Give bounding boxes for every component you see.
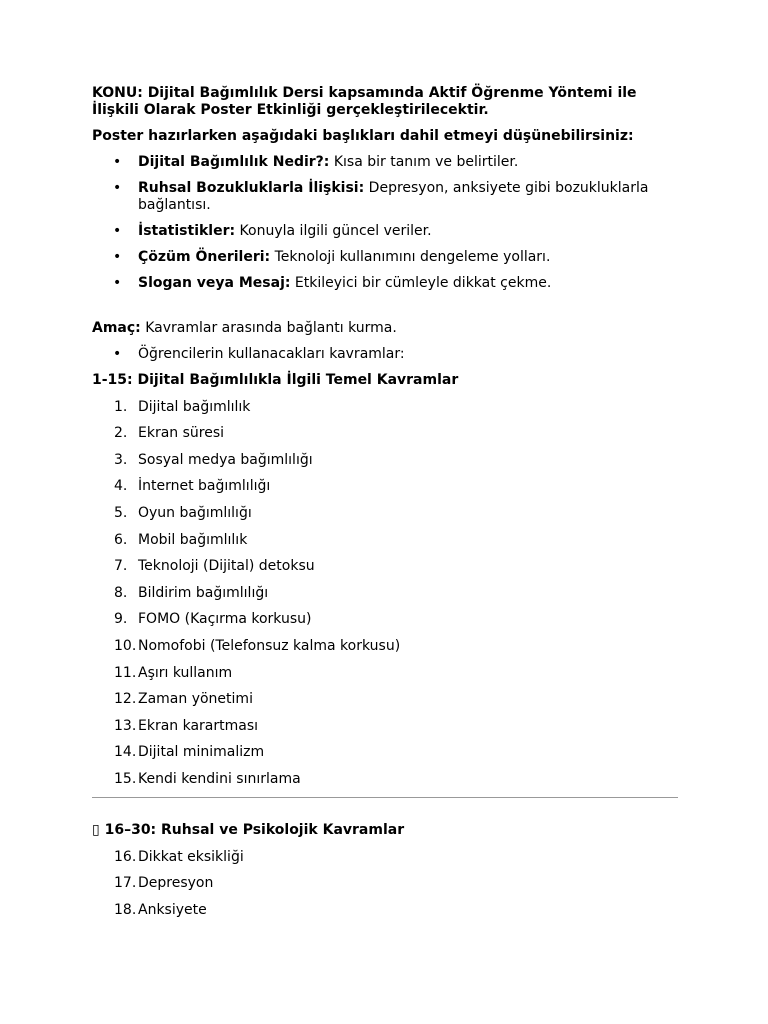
item-text: Bildirim bağımlılığı — [138, 584, 269, 601]
spacer — [92, 292, 678, 320]
item-text: Oyun bağımlılığı — [138, 504, 252, 521]
item-number: 15. — [114, 770, 137, 787]
horizontal-divider — [92, 797, 678, 798]
item-number: 4. — [114, 478, 128, 495]
item-number: 12. — [114, 691, 137, 708]
intro-paragraph: Poster hazırlarken aşağıdaki başlıkları dahil etmeyi düşünebilirsiniz: — [92, 128, 634, 144]
students-note: Öğrencilerin kullanacakları kavramlar: — [138, 346, 405, 362]
item-text: Dijital minimalizm — [138, 744, 265, 761]
list-item — [92, 505, 678, 522]
item-text: Depresyon — [138, 875, 214, 892]
bullet-icon: • — [113, 275, 122, 291]
item-number: 14. — [114, 744, 137, 761]
item-text: Dijital bağımlılık — [138, 398, 251, 415]
list-item — [92, 223, 678, 240]
bullet-icon: • — [113, 223, 122, 239]
list-item — [92, 154, 678, 171]
topic-paragraph — [92, 85, 678, 119]
list-item — [92, 718, 678, 735]
list-item — [92, 691, 678, 708]
item-number: 2. — [114, 425, 128, 442]
list-item — [92, 744, 678, 761]
item-number: 1. — [114, 398, 128, 415]
bullet-icon: • — [113, 180, 122, 196]
item-text: Ekran karartması — [138, 717, 259, 734]
item-title: İstatistikler: — [138, 223, 236, 239]
item-number: 16. — [114, 848, 137, 865]
list-item — [92, 478, 678, 495]
item-desc: Etkileyici bir cümleyle dikkat çekme. — [290, 275, 552, 291]
section2-heading — [92, 822, 678, 839]
item-number: 7. — [114, 558, 128, 575]
item-number: 5. — [114, 504, 128, 521]
students-note-list — [92, 346, 678, 363]
list-item — [92, 249, 678, 266]
list-item — [92, 638, 678, 655]
item-text: Teknoloji (Dijital) detoksu — [138, 558, 315, 575]
item-text: Dikkat eksikliği — [138, 848, 244, 865]
item-title: Ruhsal Bozukluklarla İlişkisi: — [138, 180, 365, 196]
list-item — [92, 611, 678, 628]
list-item — [92, 771, 678, 788]
list-item — [92, 665, 678, 682]
bullet-icon: • — [113, 249, 122, 265]
list-item — [92, 275, 678, 292]
list-item — [92, 452, 678, 469]
item-title: Slogan veya Mesaj: — [138, 275, 291, 291]
list-item — [92, 558, 678, 575]
bullet-icon: • — [113, 346, 122, 362]
item-number: 18. — [114, 901, 137, 918]
list-item — [92, 875, 678, 892]
goal-text: Kavramlar arasında bağlantı kurma. — [140, 320, 397, 336]
list-item — [92, 180, 678, 214]
section2-heading-text: 16–30: Ruhsal ve Psikolojik Kavramlar — [104, 821, 405, 838]
topic-text: Dijital Bağımlılık Dersi kapsamında Aktif Öğrenme Yöntemi ile İlişkili Olarak Poster Etkinliği gerçekleştirilecektir. — [92, 85, 637, 118]
list-item — [92, 585, 678, 602]
item-text: Aşırı kullanım — [138, 664, 233, 681]
item-desc: Kısa bir tanım ve belirtiler. — [329, 154, 519, 170]
list-item — [92, 346, 678, 363]
item-number: 11. — [114, 664, 137, 681]
item-number: 8. — [114, 584, 128, 601]
document-page — [92, 85, 678, 919]
item-number: 3. — [114, 451, 128, 468]
item-number: 10. — [114, 637, 137, 654]
item-desc: Konuyla ilgili güncel veriler. — [235, 223, 432, 239]
item-number: 13. — [114, 717, 137, 734]
list-item — [92, 849, 678, 866]
item-number: 6. — [114, 531, 128, 548]
list-item — [92, 399, 678, 416]
item-desc: Depresyon, anksiyete gibi bozukluklarla bağlantısı. — [138, 180, 649, 213]
section1-heading: 1-15: Dijital Bağımlılıkla İlgili Temel Kavramlar — [92, 372, 459, 388]
list-item — [92, 532, 678, 549]
list-item — [92, 902, 678, 919]
item-title: Dijital Bağımlılık Nedir?: — [138, 154, 330, 170]
goal-paragraph — [92, 320, 678, 337]
poster-topics-list — [92, 154, 678, 292]
item-number: 17. — [114, 875, 137, 892]
goal-label: Amaç: — [92, 320, 141, 336]
item-text: Mobil bağımlılık — [138, 531, 248, 548]
item-text: İnternet bağımlılığı — [138, 478, 271, 495]
item-desc: Teknoloji kullanımını dengeleme yolları. — [270, 249, 551, 265]
item-text: FOMO (Kaçırma korkusu) — [138, 611, 312, 628]
item-text: Nomofobi (Telefonsuz kalma korkusu) — [138, 637, 401, 654]
section2-list — [92, 849, 678, 919]
item-number: 9. — [114, 611, 128, 628]
missing-glyph-icon: ▯ — [92, 821, 100, 838]
item-text: Kendi kendini sınırlama — [138, 770, 301, 787]
item-title: Çözüm Önerileri: — [138, 249, 271, 265]
bullet-icon: • — [113, 154, 122, 170]
section1-list — [92, 399, 678, 788]
item-text: Ekran süresi — [138, 425, 225, 442]
list-item — [92, 425, 678, 442]
topic-label: KONU: — [92, 85, 143, 101]
item-text: Zaman yönetimi — [138, 691, 253, 708]
item-text: Anksiyete — [138, 901, 207, 918]
item-text: Sosyal medya bağımlılığı — [138, 451, 313, 468]
